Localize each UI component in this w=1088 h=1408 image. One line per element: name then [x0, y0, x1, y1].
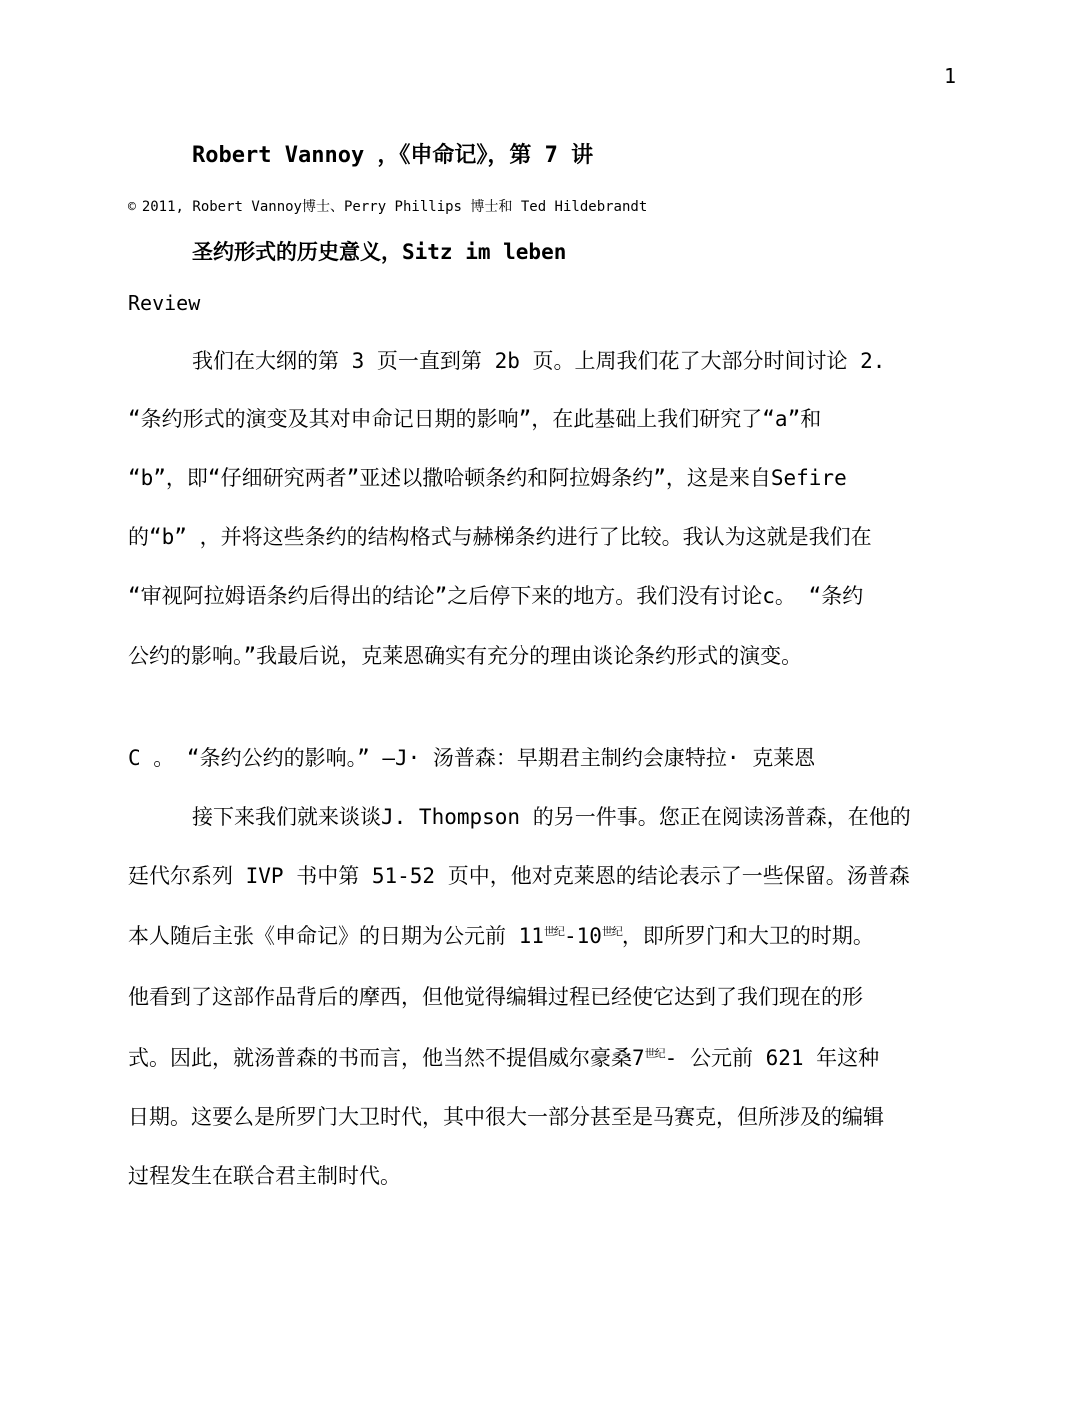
section-subtitle: 圣约形式的历史意义，Sitz im leben — [192, 240, 567, 264]
paragraph-line — [128, 920, 874, 950]
paragraph-line: 的“b” ，并将这些条约的结构格式与赫梯条约进行了比较。我认为这就是我们在 — [128, 525, 872, 549]
superscript-century: 世纪 — [543, 925, 564, 938]
superscript-century: 世纪 — [601, 925, 622, 938]
review-heading: Review — [128, 291, 201, 315]
copyright-symbol: © — [128, 200, 136, 215]
copyright-line — [128, 196, 647, 216]
paragraph-line: 我们在大纲的第 3 页一直到第 2b 页。上周我们花了大部分时间讨论 2. — [192, 349, 886, 373]
text-segment: -10 — [563, 924, 602, 948]
paragraph-line: 过程发生在联合君主制时代。 — [128, 1164, 401, 1188]
paragraph-line: 日期。这要么是所罗门大卫时代，其中很大一部分甚至是马赛克，但所涉及的编辑 — [128, 1105, 884, 1129]
copyright-text: 2011, Robert Vannoy博士、Perry Phillips 博士和 Ted Hildebrandt — [141, 199, 648, 215]
text-segment: 式。因此，就汤普森的书而言，他当然不提倡威尔豪桑7 — [128, 1046, 645, 1070]
page-number: 1 — [944, 64, 957, 88]
text-segment: 本人随后主张《申命记》的日期为公元前 11 — [128, 924, 544, 948]
paragraph-line: 公约的影响。”我最后说，克莱恩确实有充分的理由谈论条约形式的演变。 — [128, 644, 803, 668]
paragraph-line: 廷代尔系列 IVP 书中第 51-52 页中，他对克莱恩的结论表示了一些保留。汤普森 — [128, 864, 910, 888]
text-segment: - 公元前 621 年这种 — [664, 1046, 880, 1070]
paragraph-line: 接下来我们就来谈谈J. Thompson 的另一件事。您正在阅读汤普森，在他的 — [192, 805, 911, 829]
paragraph-line: “b”，即“仔细研究两者”亚述以撒哈顿条约和阿拉姆条约”，这是来自Sefire — [128, 466, 847, 490]
paragraph-line: “审视阿拉姆语条约后得出的结论”之后停下来的地方。我们没有讨论c。 “条约 — [128, 584, 864, 608]
paragraph-line: “条约形式的演变及其对申命记日期的影响”，在此基础上我们研究了“a”和 — [128, 407, 822, 431]
section-heading: C 。 “条约公约的影响。” —J· 汤普森：早期君主制约会康特拉· 克莱恩 — [128, 746, 816, 770]
lecture-title: Robert Vannoy ，《申命记》，第 7 讲 — [192, 143, 594, 168]
paragraph-line: 他看到了这部作品背后的摩西，但他觉得编辑过程已经使它达到了我们现在的形 — [128, 985, 863, 1009]
paragraph-line — [128, 1042, 879, 1072]
text-segment: ，即所罗门和大卫的时期。 — [621, 924, 874, 948]
superscript-century: 世纪 — [644, 1047, 665, 1060]
